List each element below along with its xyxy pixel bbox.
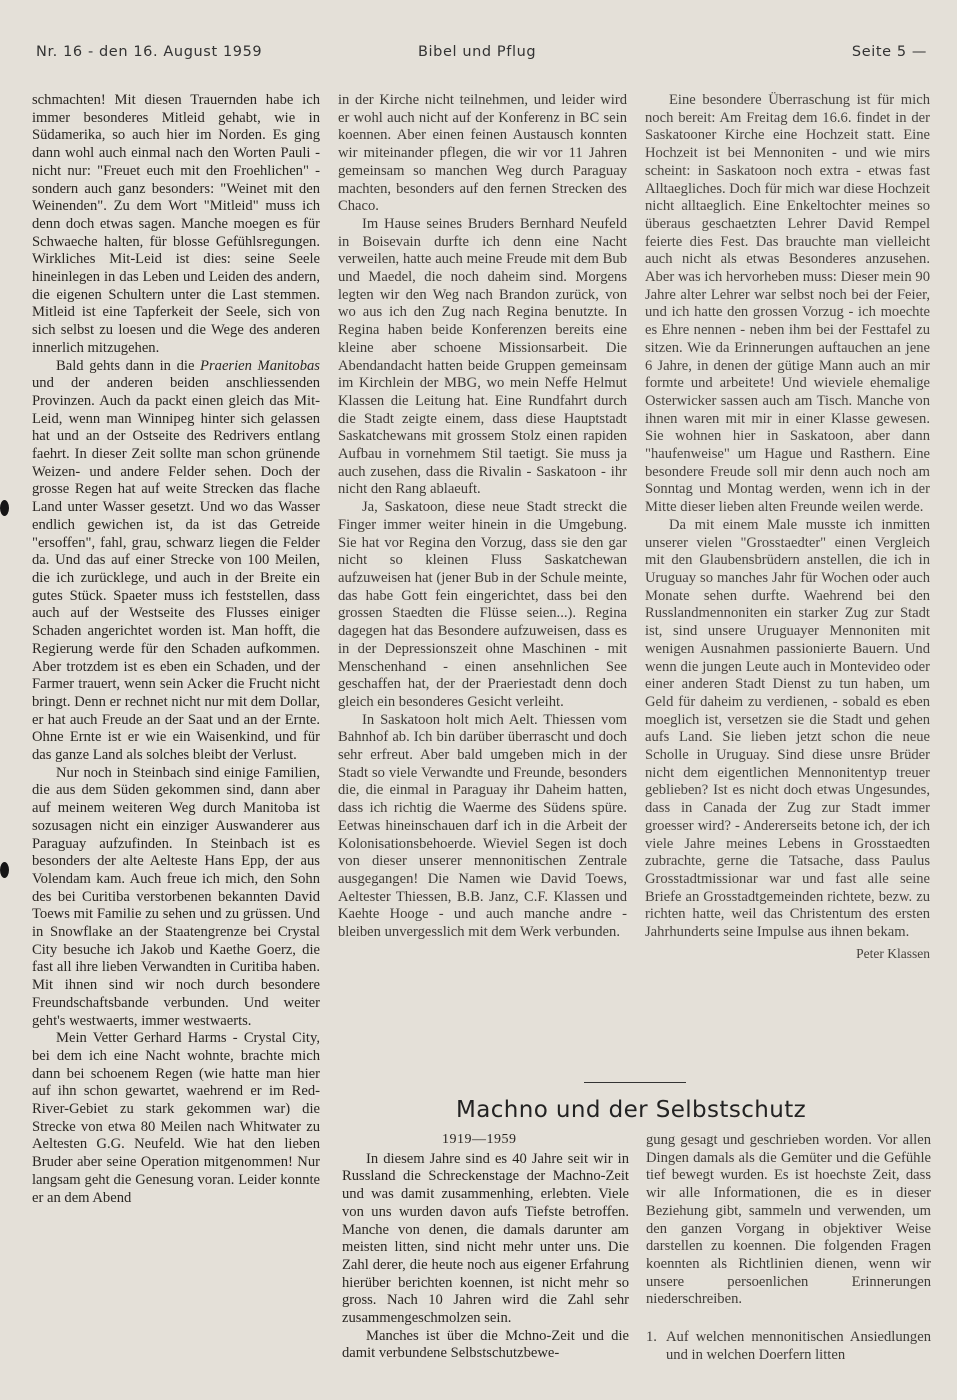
column-3 <box>645 92 930 962</box>
question-item <box>646 1329 931 1364</box>
punch-hole <box>0 862 9 878</box>
question-text: Auf welchen mennonitischen Ansiedlungen und in welchen Doerfern litten <box>666 1329 931 1363</box>
article-column-2 <box>646 1132 931 1364</box>
paragraph: Nur noch in Steinbach sind einige Familien, die aus dem Süden gekommen sind, dann aber auf meinem weiteren Weg durch Manitoba ist sozusagen nicht ein einziger Auswanderer aus Paraguay aufzufinden. In Steinbach ist es besonders der alte Aelteste Hans Epp, der aus Volendam kam. Auch freue ich mich, den Sohn des bei Curitiba verstorbenen bekannten David Toews mit Familie zu sehen und zu grüssen. Und in Snowflake an der Staatengrenze bei Crystal City besuche ich Jakob und Kaethe Goerz, die fast all ihre lieben Verwandten in Curitiba haben. Mit ihnen sind wir noch durch besondere Freundschaftsbande verbunden. Und weiter geht's westwaerts, immer westwaerts. <box>32 764 320 1029</box>
paragraph: Eine besondere Überraschung ist für mich noch bereit: Am Freitag dem 16.6. findet in der Saskatooner Kirche eine Hochzeit statt. Eine Hochzeit ist bei Mennoniten - und wie mirs scheint: in Saskatoon noch extra - etwas fast Alltaegliches. Doch für mich war diese Hochzeit nicht alltaeglich. Eine Enkeltochter meines so überaus geschaetzten Lehrer David Rempel feierte dies Fest. Das brauchte man vielleicht auch nicht als etwas Besonderes anzusehen. Aber was ich hervorheben muss: Dieser mein 90 Jahre alter Lehrer war selbst noch bei der Feier, und ich hatte den grossen Vorzug - ich moechte es Ehre nennen - neben ihm bei der Festtafel zu sitzen. Wie da Erinnerungen auftauchen an jene 6 Jahre, in denen der gütige Mann auch an mir formte und arbeitete! Und wieviele ehemalige Osterwicker sassen auch am Tisch. Manche von ihnen waren mit mir in einer Klasse gewesen. Sie wohnen hier in Saskatoon, aber dann "haufenweise" um Hague und Rasthern. Eine besondere Freude soll mir denn auch noch am Sonntag und Montag werden, wenn ich in der Mitte dieser lieben alten Freunde weilen werde. <box>645 92 930 516</box>
paragraph: schmachten! Mit diesen Trauernden habe ich immer besonderes Mitleid gehabt, wie in Südamerika, so auch hier im Norden. Es ging dann wohl auch einmal nach den Worten Pauli - nicht nur: "Freuet euch mit den Froehlichen" - sondern auch ganz besonders: "Weinet mit den Weinenden". Zu dem Wort "Mitleid" muss ich denn doch etwas sagen. Manche moegen es für Schwaeche halten, für blosse Gefühlsregungen. Wirkliches Mit-Leid ist dies: seine Seele hineinlegen in das Leben und Leiden des andern, die eigenen Schultern unter die Last stemmen. Mitleid ist eine Tapferkeit der Seele, sich von sich selbst zu loesen und die Wege des anderen innerlich mitzugehen. <box>32 92 320 356</box>
text-run: Bald gehts dann in die <box>56 357 201 374</box>
author-signature: Peter Klassen <box>856 945 930 961</box>
page-number: Seite 5 — <box>851 44 927 60</box>
question-number: 1. <box>646 1329 657 1346</box>
paragraph: In Saskatoon holt mich Aelt. Thiessen vom Bahnhof ab. Ich bin darüber überrascht und doch sehr erfreut. Aber bald umgeben mich in der Stadt so viele Verwandte und Freunde, besonders die, die einmal in Paraguay ihr Daheim hatten, dass ich richtig die Waerme des Südens spüre. Eetwas hineinschauen darf ich in die Arbeit der Kolonisationsbehoerde. Wieviel Segen ist doch von dieser unserer mennonitischen Zentrale ausgegangen! Die Namen wie David Toews, Aeltester Thiessen, B.B. Janz, C.F. Klassen und Kaehte Hooge - und auch manche andre - bleiben unvergesslich mit dem Werk verbunden. <box>338 711 627 941</box>
publication-title: Bibel und Pflug <box>418 44 537 60</box>
paragraph: Mein Vetter Gerhard Harms - Crystal City, bei dem ich eine Nacht wohnte, brachte mich dann bei schoenem Regen (wie hatte man hier auf ihn schon gewartet, waehrend er im Red-River-Gebiet zu stark gekommen war) die Strecke von etwa 80 Meilen nach Whitwater zu Aeltesten G.G. Neufeld. Wie hat den lieben Bruder aber seine Operation mitgenommen! Nur langsam geht die Genesung voran. Leider konnte er an dem Abend <box>32 1030 320 1206</box>
paragraph <box>32 358 320 765</box>
italic-place-name: Praerien Manitobas <box>200 357 320 374</box>
punch-hole <box>0 500 9 516</box>
issue-date: Nr. 16 - den 16. August 1959 <box>36 44 263 60</box>
article-column-1 <box>342 1131 629 1363</box>
paragraph: Manches ist über die Mchno-Zeit und die damit verbundene Selbstschutzbewe- <box>342 1327 629 1362</box>
paragraph: in der Kirche nicht teilnehmen, und leider wird er wohl auch nicht auf der Konferenz in BC sein koennen. Aber einen feinen Austausch konnten wir miteinander pflegen, die wir vor 11 Jahren gemeinsam so manchen Weg durch Paraguay machten, besonders auf den fernen Strecken des Chaco. <box>338 92 627 215</box>
column-2 <box>338 92 627 942</box>
text-run: und der anderen beiden anschliessenden Provinzen. Auch da packt einen gleich das Mit-Leid, wenn man Winnipeg hinter sich gelassen hat und an der Ostseite des Redrivers entlang faehrt. In dieser Zeit sollte man schon grünende Weizen- und andere Felder sehen. Doch der grosse Regen hat auf weite Strecken das flache Land unter Wasser gesetzt. Und wo das Wasser endlich gewichen ist, da ist das Getreide "ersoffen", fahl, grau, schwarz liegen die Felder da. Und das auf einer Strecke von 100 Meilen, die ich zurücklege, und auch in der Breite ein gutes Stück. Spaeter muss ich feststellen, dass auch auf der Westseite des Flusses einiger Schaden angerichtet worden ist. Man hofft, die Regierung werde für den Schaden aufkommen. Aber trotzdem ist es eben ein Schaden, und der Farmer trauert, wenn sein Acker die Frucht nicht bringt. Denn er rechnet nicht nur mit dem Dollar, er hat auch Freude an der Saat und an der Ernte. Ohne Ernte ist er wie ein Waisenkind, und für das ganze Land als solches bleibt der Verlust. <box>32 375 320 764</box>
article-years: 1919—1959 <box>442 1132 517 1147</box>
article-title: Machno und der Selbstschutz <box>456 1097 807 1123</box>
paragraph: Da mit einem Male musste ich inmitten unserer vielen "Grosstaedter" einen Vergleich mit den Glaubensbrüdern anstellen, die ich in Uruguay so manches Jahr für Wochen oder auch Monate sehen durfte. Waehrend bei den Russlandmennoniten ein starker Zug zur Stadt ist, sind unsere Uruguayer Mennoniten mit wenigen Ausnahmen passionierte Bauern. Und wenn die jungen Leute auch in Montevideo oder einer anderen Stadt Dienst zu tun haben, um Geld für daheim zu verdienen, - sobald es eben moeglich ist, versetzen sie die Stadt und gehen aufs Land. Sie lieben jetzt schon die neue Scholle in Uruguay. Sind diese unsre Brüder nicht dem eigentlichen Mennonitentyp treuer geblieben? Ist es nicht doch etwas Ungesundes, dass in Canada der Zug zur Stadt immer groesser wird? - Andererseits betone ich, der ich viele Jahre meines Lebens in Grosstaedten zubrachte, gerne die Tatsache, dass Paulus Grosstadtmissionar war und fast alle seine Briefe an Grosstadtgemeinden richtete, bezw. zu richten hatte, weil das Christentum des ersten Jahrhunderts seine Impulse aus ihnen bekam. <box>645 516 930 941</box>
paragraph: Im Hause seines Bruders Bernhard Neufeld in Boisevain durfte ich denn eine Nacht verweilen, hatte auch meine Freude mit dem Bub und Maedel, die noch daheim sind. Morgens legten wir den Weg nach Brandon zurück, von wo aus ich den Zug nach Regina benutzte. In Regina haben beide Konferenzen bereits eine kleine aber schoene Missionsarbeit. Die Abendandacht hatten beide Gruppen gemeinsam im Kirchlein der MBG, wo mein Neffe Helmut Klassen die Leitung hat. Eine Rundfahrt durch die Stadt zeigte einem, dass diese Hauptstadt Saskatchewans mit grossem Stolz einen rapiden Aufbau in vornehmem Stil taetigt. Sie muss ja auch zusehen, dass die Rivalin - Saskatoon - ihr nicht den Rang ablaeuft. <box>338 215 627 498</box>
paragraph: In diesem Jahre sind es 40 Jahre seit wir in Russland die Schreckenstage der Machno-Zeit und was damit zusammenhing, erlebten. Viele von uns wurden davon aufs Tiefste betroffen. Manche von denen, die damals darunter am meisten litten, sind nicht mehr unter uns. Die Zahl derer, die heute noch aus eigener Erfahrung hierüber berichten koennen, ist nicht mehr so gross. Nach 10 Jahren wird die Zahl sehr zusammengeschmolzen sein. <box>342 1150 629 1327</box>
column-1 <box>32 92 320 1207</box>
paragraph: Ja, Saskatoon, diese neue Stadt streckt die Finger immer weiter hinein in die Umgebung. Sie hat vor Regina den Vorzug, dass sie den gar nicht so kleinen Fluss Saskatchewan aufzuweisen hat (jener Bub in der Schule meinte, das habe Gott fein eingerichtet, dass bei den grossen Staedten die Flüsse seien...). Regina dagegen hat das Besondere aufzuweisen, dass es in der Depressionszeit ohne Maschinen - mit Menschenhand - einen ansehnlichen See geschaffen hat, der der Praeriestadt denn doch gleich ein besonderes Gesicht verleiht. <box>338 499 627 710</box>
section-divider <box>584 1082 686 1083</box>
paragraph: gung gesagt und geschrieben worden. Vor allen Dingen damals als die Gemüter und die Gefühle tief bewegt wurden. Es ist hoechste Zeit, dass wir alle Informationen, die es in dieser Beziehung gibt, sammeln und verwenden, um den ganzen Vorgang in objektiver Weise darstellen zu koennen. Die folgenden Fragen koennten als Richtlinien dienen, wenn wir unsere persoenlichen Erinnerungen niederschreiben. <box>646 1132 931 1308</box>
